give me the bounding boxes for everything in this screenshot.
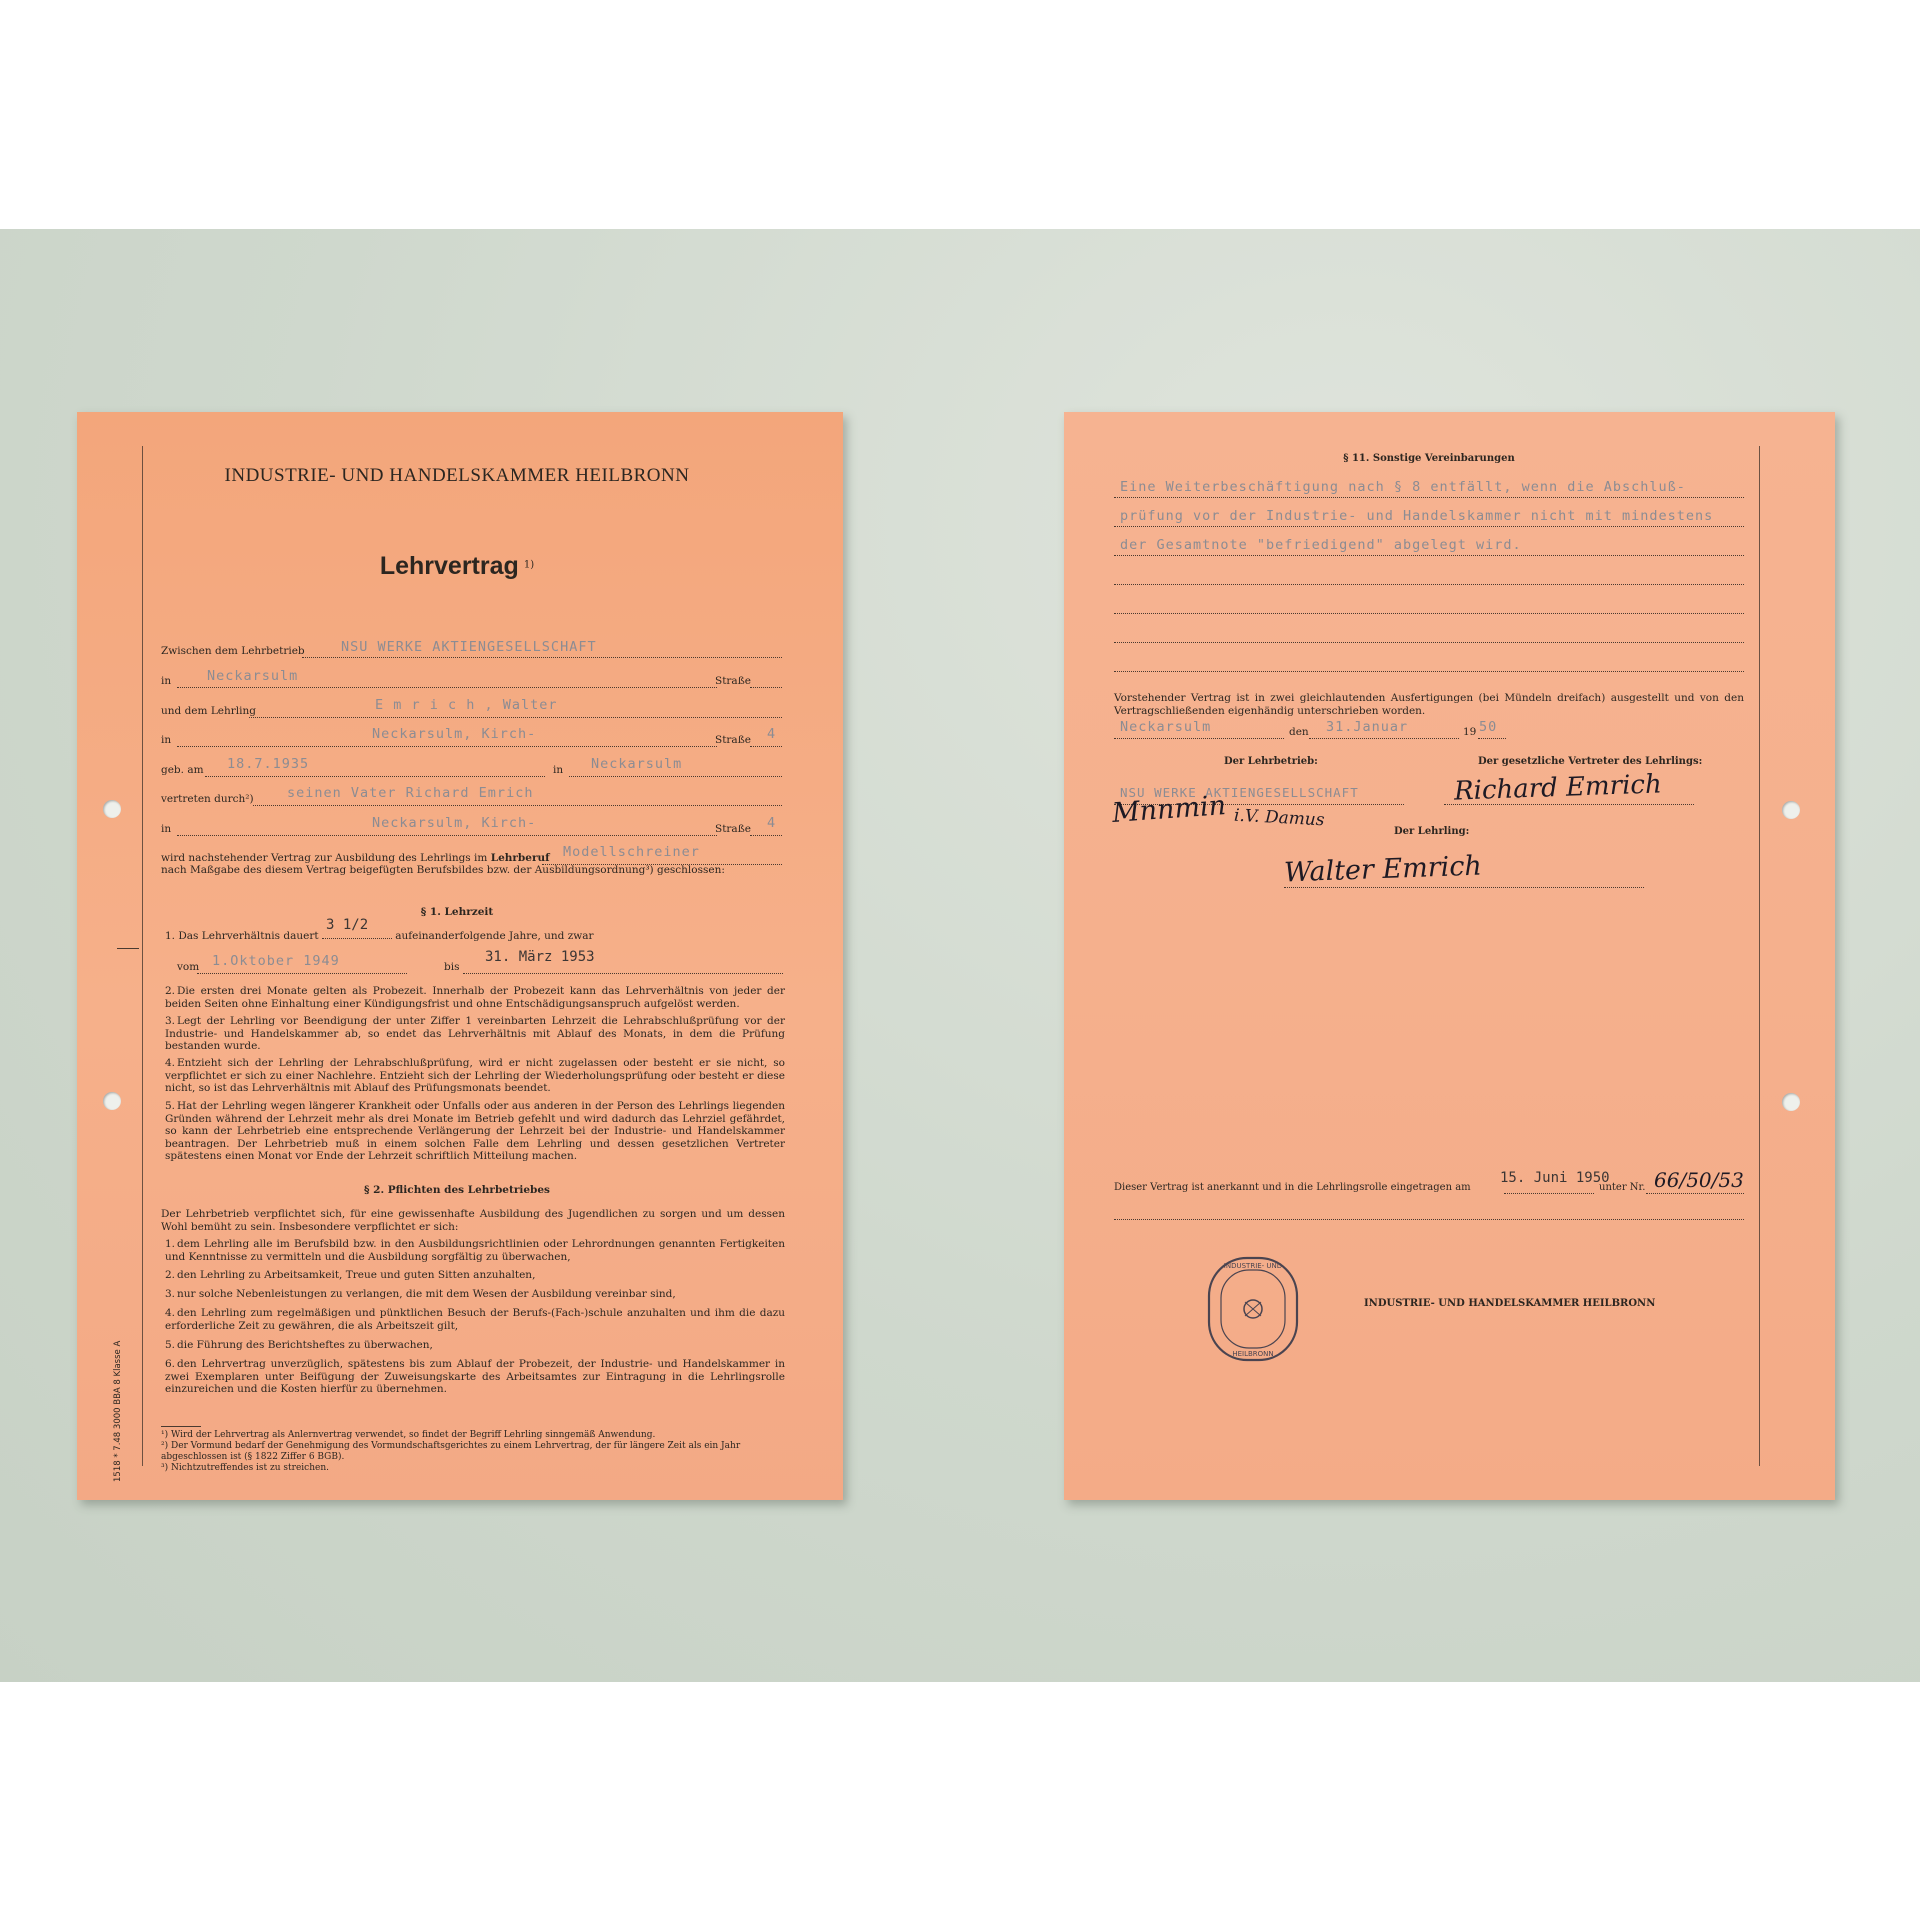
footnote-1: ¹) Wird der Lehrvertrag als Anlernvertrag verwendet, so findet der Begriff Lehrling sinngemäß Anwendung. xyxy=(161,1430,656,1440)
svg-text:INDUSTRIE- UND: INDUSTRIE- UND xyxy=(1223,1262,1283,1270)
chamber-heading: INDUSTRIE- UND HANDELSKAMMER HEILBRONN xyxy=(224,465,690,486)
vom-label: vom xyxy=(177,961,200,973)
ort1-label: in xyxy=(161,675,172,687)
registration-date: 15. Juni 1950 xyxy=(1500,1170,1610,1186)
punch-hole-top xyxy=(1782,801,1800,819)
lehrbetrieb-heading: Der Lehrbetrieb: xyxy=(1224,756,1318,767)
document-title: Lehrvertrag xyxy=(379,552,519,580)
execution-statement: Vorstehender Vertrag ist in zwei gleichlautenden Ausfertigungen (bei Mündeln dreifach) ausgestellt und von den Vertragschließenden eigenhändig unterschrieben worden. xyxy=(1114,692,1744,717)
title-footnote-mark: 1) xyxy=(523,559,535,571)
vertreten-value: seinen Vater Richard Emrich xyxy=(287,785,534,801)
bis-label: bis xyxy=(444,961,460,973)
svg-text:HEILBRONN: HEILBRONN xyxy=(1232,1350,1274,1358)
fold-mark xyxy=(117,948,139,949)
right-margin-rule xyxy=(1759,446,1760,1466)
geb-ort-label: in xyxy=(553,764,564,776)
ort2-label: in xyxy=(161,734,172,746)
strasse3-value: 4 xyxy=(767,815,777,831)
beruf-line2: nach Maßgabe des diesem Vertrag beigefügten Berufsbildes bzw. der Ausbildungsordnung³) geschlossen: xyxy=(161,864,725,876)
company-signature: Mnnmin xyxy=(1111,790,1228,829)
company-signature-2: i.V. Damus xyxy=(1233,805,1325,831)
punch-hole-bottom xyxy=(103,1092,121,1110)
section-1-heading: § 1. Lehrzeit xyxy=(420,906,494,918)
apprentice-heading: Der Lehrling: xyxy=(1394,826,1470,837)
clause-1-5: 5. Hat der Lehrling wegen längerer Krankheit oder Unfalls oder aus anderen in der Person des Lehrlings liegenden Gründen während der Lehrzeit mehr als drei Monate im Betrieb gefehlt und wird dadurch das Lehrziel gefährdet, so kann der Lehrbetrieb eine entsprechende Verlängerung der Lehrzeit bei der Industrie- und Handelskammer beantragen. Der Lehrbetrieb muß in einem solchen Falle dem Lehrling und dessen gesetzlichen Vertreter spätestens einen Monat vor Ende der Lehrzeit schriftlich Mitteilung machen. xyxy=(165,1100,785,1162)
agreement-line-3: der Gesamtnote "befriedigend" abgelegt wird. xyxy=(1120,537,1522,553)
geb-value: 18.7.1935 xyxy=(227,756,310,772)
registration-number-label: unter Nr. xyxy=(1599,1182,1646,1193)
punch-hole-top xyxy=(103,800,121,818)
apprentice-signature: Walter Emrich xyxy=(1283,850,1483,889)
background-surface xyxy=(0,229,1920,1682)
beruf-value: Modellschreiner xyxy=(563,844,700,860)
vertreten-label: vertreten durch²) xyxy=(161,793,254,805)
stamp-seal-icon xyxy=(1205,1254,1301,1364)
guardian-heading: Der gesetzliche Vertreter des Lehrlings: xyxy=(1478,756,1703,767)
clause-1-4: 4. Entzieht sich der Lehrling der Lehrabschlußprüfung, wird er nicht zugelassen oder besteht er sie nicht, so verpflichtet er sich zu einer Nachlehre. Entzieht sich der Lehrling der Wiederholungsprüfung oder besteht er diese nicht, so ist das Lehrverhältnis mit Ablauf des Prüfungsmonats beendet. xyxy=(165,1057,785,1094)
ort3-value: Neckarsulm, Kirch- xyxy=(372,815,537,831)
duration-suffix: aufeinanderfolgende Jahre, und zwar xyxy=(395,930,594,942)
printer-imprint: 1518 * 7.48 3000 BBA 8 Klasse A xyxy=(113,1340,123,1482)
year-value: 50 xyxy=(1479,719,1498,735)
geb-label: geb. am xyxy=(161,764,204,776)
strasse1-label: Straße xyxy=(715,675,751,687)
punch-hole-bottom xyxy=(1782,1093,1800,1111)
place-value: Neckarsulm xyxy=(1120,719,1212,735)
document-title-block xyxy=(147,552,767,581)
den-label: den xyxy=(1289,726,1309,738)
registration-text: Dieser Vertrag ist anerkannt und in die Lehrlingsrolle eingetragen am xyxy=(1114,1182,1471,1193)
clause-2-1: 1. dem Lehrling alle im Berufsbild bzw. in den Ausbildungsrichtlinien oder Lehrordnungen genannten Fertigkeiten und Kenntnisse zu vermitteln und die Ausbildung sorgfältig zu überwachen, xyxy=(165,1238,785,1263)
clause-2-3: 3. nur solche Nebenleistungen zu verlangen, die mit dem Wesen der Ausbildung vereinbar sind, xyxy=(165,1288,676,1300)
agreement-line-2: prüfung vor der Industrie- und Handelskammer nicht mit mindestens xyxy=(1120,508,1714,524)
date-value: 31.Januar xyxy=(1326,719,1409,735)
lehrling-value: E m r i c h , Walter xyxy=(375,697,558,713)
strasse2-label: Straße xyxy=(715,734,751,746)
section-2-intro: Der Lehrbetrieb verpflichtet sich, für eine gewissenhafte Ausbildung des Jugendlichen zu sorgen und um dessen Wohl bemüht zu sein. Insbesondere verpflichtet er sich: xyxy=(161,1208,785,1233)
strasse2-value: 4 xyxy=(767,726,777,742)
duration-years: 3 1/2 xyxy=(326,917,369,933)
footnote-2: ²) Der Vormund bedarf der Genehmigung des Vormundschaftsgerichtes zu einem Lehrvertrag, der für längere Zeit als ein Jahr abgeschlossen ist (§ 1822 Ziffer 6 BGB). xyxy=(161,1441,741,1462)
beruf-label: Lehrberuf xyxy=(490,852,550,864)
clause-1-3: 3. Legt der Lehrling vor Beendigung der unter Ziffer 1 vereinbarten Lehrzeit die Lehrabschlußprüfung vor der Industrie- und Handelskammer ab, so endet das Lehrverhältnis mit Ablauf des Monats, in dem die Prüfung bestanden wurde. xyxy=(165,1015,785,1052)
ort1-value: Neckarsulm xyxy=(207,668,299,684)
agreement-line-1: Eine Weiterbeschäftigung nach § 8 entfällt, wenn die Abschluß- xyxy=(1120,479,1686,495)
clause-1-1: 1. Das Lehrverhältnis dauert aufeinanderfolgende Jahre, und zwar xyxy=(165,930,594,942)
vom-value: 1.Oktober 1949 xyxy=(212,953,340,969)
strasse3-label: Straße xyxy=(715,823,751,835)
bis-value: 31. März 1953 xyxy=(485,949,595,965)
ort3-label: in xyxy=(161,823,172,835)
beruf-intro: wird nachstehender Vertrag zur Ausbildung des Lehrlings im xyxy=(161,852,488,864)
duration-label: Das Lehrverhältnis dauert xyxy=(178,930,319,942)
footnote-3: ³) Nichtzutreffendes ist zu streichen. xyxy=(161,1463,329,1473)
section-11-heading: § 11. Sonstige Vereinbarungen xyxy=(1343,453,1515,464)
clause-1-2: 2. Die ersten drei Monate gelten als Probezeit. Innerhalb der Probezeit kann das Lehrverhältnis von jeder der beiden Seiten ohne Einhaltung einer Kündigungsfrist und ohne Entschädigungsanspruch aufgelöst werden. xyxy=(165,985,785,1010)
clause-2-6: 6. den Lehrvertrag unverzüglich, spätestens bis zum Ablauf der Probezeit, der Industrie- und Handelskammer in zwei Exemplaren unter Beifügung der Zuweisungskarte des Arbeitsamtes zur Eintragung in die Lehrlingsrolle einzureichen und die Kosten hierfür zu übernehmen. xyxy=(165,1358,785,1395)
contract-page-right xyxy=(1064,412,1835,1500)
clause-2-4: 4. den Lehrling zum regelmäßigen und pünktlichen Besuch der Berufs-(Fach-)schule anzuhalten und ihm die dazu erforderliche Zeit zu gewähren, die als Arbeitszeit gilt, xyxy=(165,1307,785,1332)
guardian-signature: Richard Emrich xyxy=(1453,769,1663,807)
ort2-value: Neckarsulm, Kirch- xyxy=(372,726,537,742)
footer-chamber: INDUSTRIE- UND HANDELSKAMMER HEILBRONN xyxy=(1364,1298,1656,1309)
contract-page-left xyxy=(77,412,843,1500)
lehrbetrieb-value: NSU WERKE AKTIENGESELLSCHAFT xyxy=(341,639,597,655)
clause-2-5: 5. die Führung des Berichtsheftes zu überwachen, xyxy=(165,1339,433,1351)
clause-2-2: 2. den Lehrling zu Arbeitsamkeit, Treue und guten Sitten anzuhalten, xyxy=(165,1269,536,1281)
registration-number: 66/50/53 xyxy=(1654,1168,1744,1192)
geb-ort-value: Neckarsulm xyxy=(591,756,683,772)
lehrbetrieb-label: Zwischen dem Lehrbetrieb xyxy=(161,645,305,657)
left-margin-rule xyxy=(142,446,143,1466)
chamber-stamp xyxy=(1205,1254,1301,1364)
lehrling-label: und dem Lehrling xyxy=(161,705,256,717)
beruf-line xyxy=(161,852,550,865)
year-prefix: 19 xyxy=(1463,726,1477,738)
company-typed-name: NSU WERKE AKTIENGESELLSCHAFT xyxy=(1120,785,1359,800)
section-2-heading: § 2. Pflichten des Lehrbetriebes xyxy=(364,1184,550,1196)
